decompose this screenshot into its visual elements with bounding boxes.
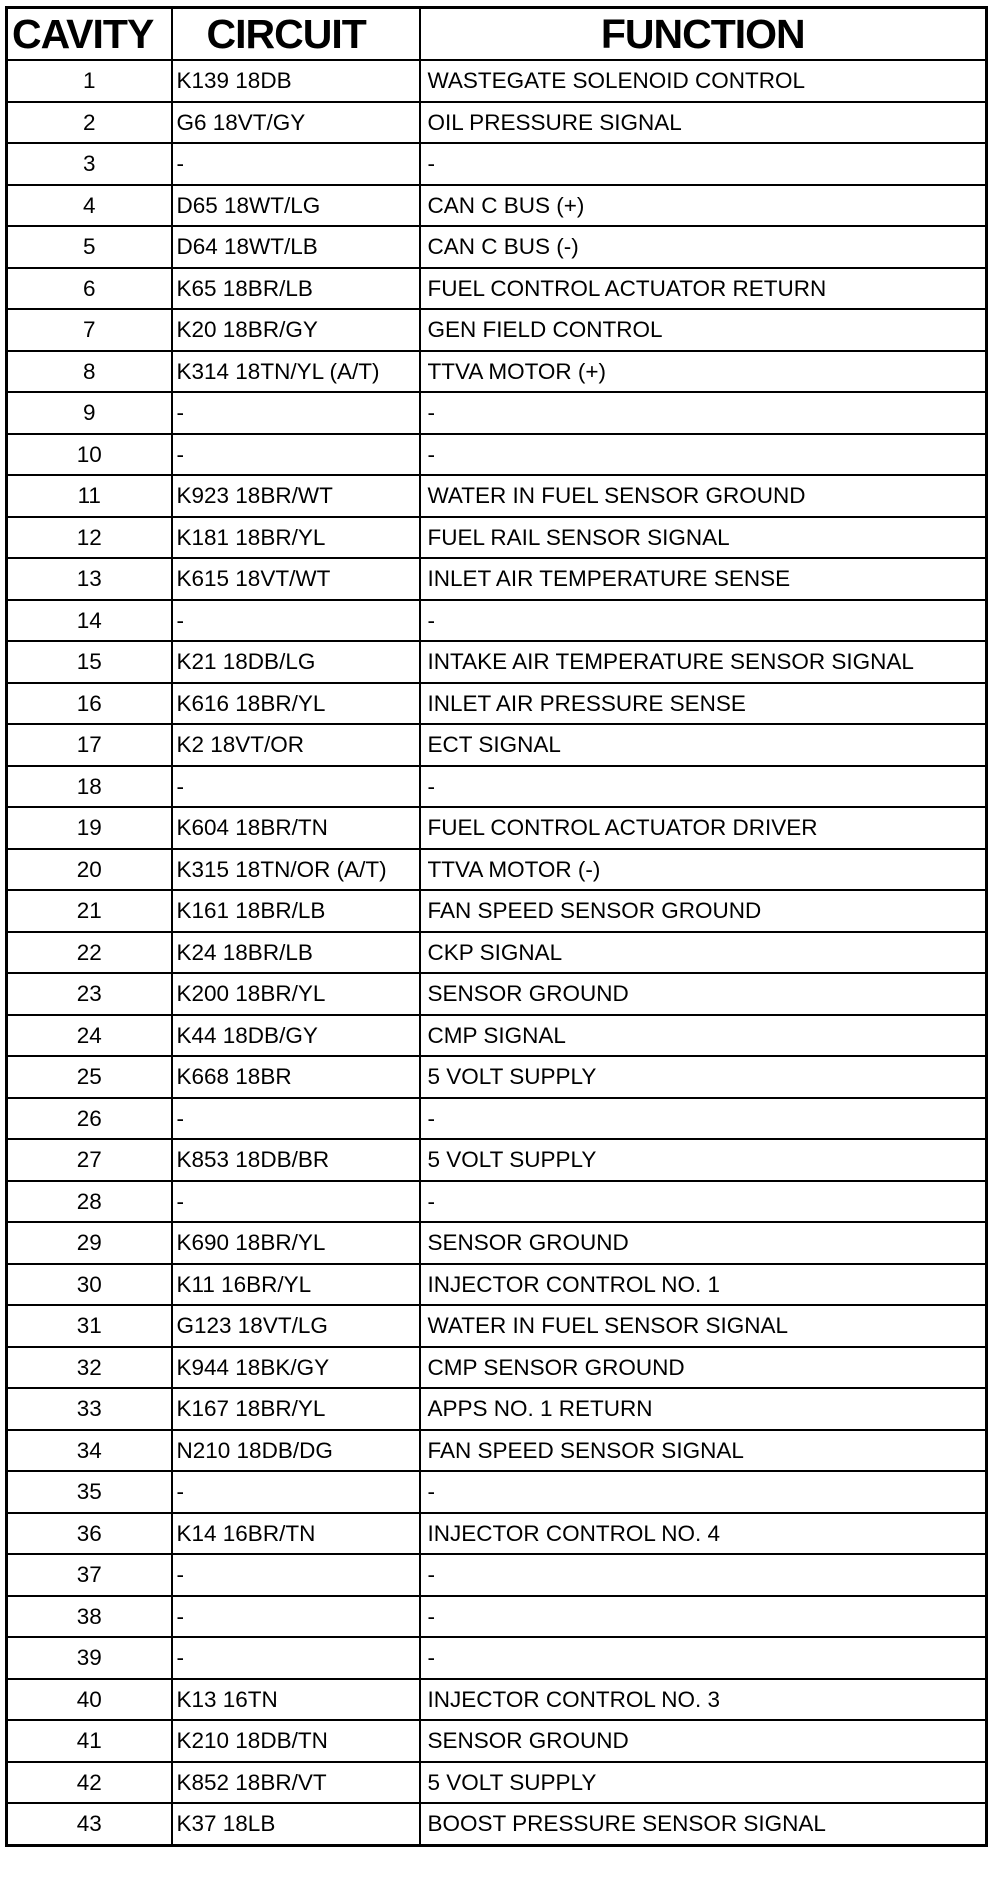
cavity-cell: 38 xyxy=(7,1596,172,1638)
circuit-cell: K200 18BR/YL xyxy=(172,973,420,1015)
function-cell: FAN SPEED SENSOR SIGNAL xyxy=(420,1430,987,1472)
cavity-cell: 31 xyxy=(7,1305,172,1347)
table-row xyxy=(7,434,987,476)
function-cell: SENSOR GROUND xyxy=(420,973,987,1015)
circuit-cell: G123 18VT/LG xyxy=(172,1305,420,1347)
table-row xyxy=(7,60,987,102)
table-row xyxy=(7,1596,987,1638)
circuit-cell: K604 18BR/TN xyxy=(172,807,420,849)
circuit-cell: - xyxy=(172,1554,420,1596)
function-cell: CAN C BUS (+) xyxy=(420,185,987,227)
table-row xyxy=(7,766,987,808)
cavity-cell: 34 xyxy=(7,1430,172,1472)
cavity-cell: 26 xyxy=(7,1098,172,1140)
table-row xyxy=(7,268,987,310)
table-row xyxy=(7,1803,987,1845)
table-row xyxy=(7,517,987,559)
cavity-cell: 43 xyxy=(7,1803,172,1845)
cavity-cell: 5 xyxy=(7,226,172,268)
function-cell: - xyxy=(420,766,987,808)
function-cell: CKP SIGNAL xyxy=(420,932,987,974)
function-cell: 5 VOLT SUPPLY xyxy=(420,1762,987,1804)
table-row xyxy=(7,641,987,683)
cavity-cell: 12 xyxy=(7,517,172,559)
cavity-cell: 40 xyxy=(7,1679,172,1721)
function-cell: INJECTOR CONTROL NO. 1 xyxy=(420,1264,987,1306)
cavity-cell: 4 xyxy=(7,185,172,227)
function-cell: INLET AIR PRESSURE SENSE xyxy=(420,683,987,725)
cavity-cell: 11 xyxy=(7,475,172,517)
table-row xyxy=(7,683,987,725)
circuit-cell: K616 18BR/YL xyxy=(172,683,420,725)
cavity-cell: 42 xyxy=(7,1762,172,1804)
function-cell: 5 VOLT SUPPLY xyxy=(420,1139,987,1181)
function-column-header: FUNCTION xyxy=(420,8,987,61)
table-body xyxy=(7,60,987,1845)
table-row xyxy=(7,724,987,766)
table-row xyxy=(7,1347,987,1389)
cavity-cell: 39 xyxy=(7,1637,172,1679)
table-row xyxy=(7,102,987,144)
function-cell: WATER IN FUEL SENSOR GROUND xyxy=(420,475,987,517)
table-row xyxy=(7,1637,987,1679)
cavity-cell: 14 xyxy=(7,600,172,642)
circuit-cell: - xyxy=(172,1471,420,1513)
cavity-cell: 9 xyxy=(7,392,172,434)
circuit-cell: N210 18DB/DG xyxy=(172,1430,420,1472)
circuit-cell: K315 18TN/OR (A/T) xyxy=(172,849,420,891)
cavity-cell: 17 xyxy=(7,724,172,766)
function-cell: INTAKE AIR TEMPERATURE SENSOR SIGNAL xyxy=(420,641,987,683)
function-cell: ECT SIGNAL xyxy=(420,724,987,766)
circuit-cell: K37 18LB xyxy=(172,1803,420,1845)
function-cell: INJECTOR CONTROL NO. 3 xyxy=(420,1679,987,1721)
function-cell: - xyxy=(420,392,987,434)
function-cell: - xyxy=(420,1596,987,1638)
table-row xyxy=(7,1139,987,1181)
table-row xyxy=(7,1554,987,1596)
function-cell: - xyxy=(420,1471,987,1513)
table-row xyxy=(7,890,987,932)
table-row xyxy=(7,1098,987,1140)
function-cell: TTVA MOTOR (+) xyxy=(420,351,987,393)
function-cell: - xyxy=(420,1181,987,1223)
circuit-cell: K24 18BR/LB xyxy=(172,932,420,974)
function-cell: - xyxy=(420,143,987,185)
function-cell: - xyxy=(420,1554,987,1596)
table-row xyxy=(7,1264,987,1306)
function-cell: - xyxy=(420,1098,987,1140)
function-cell: CAN C BUS (-) xyxy=(420,226,987,268)
cavity-cell: 30 xyxy=(7,1264,172,1306)
function-cell: CMP SIGNAL xyxy=(420,1015,987,1057)
function-cell: FAN SPEED SENSOR GROUND xyxy=(420,890,987,932)
circuit-cell: K65 18BR/LB xyxy=(172,268,420,310)
table-header xyxy=(7,8,987,61)
circuit-cell: K2 18VT/OR xyxy=(172,724,420,766)
function-cell: SENSOR GROUND xyxy=(420,1222,987,1264)
circuit-cell: - xyxy=(172,600,420,642)
circuit-column-header: CIRCUIT xyxy=(172,8,420,61)
function-cell: GEN FIELD CONTROL xyxy=(420,309,987,351)
function-cell: CMP SENSOR GROUND xyxy=(420,1347,987,1389)
function-cell: - xyxy=(420,434,987,476)
cavity-cell: 15 xyxy=(7,641,172,683)
table-row xyxy=(7,1056,987,1098)
table-row xyxy=(7,558,987,600)
table-row xyxy=(7,309,987,351)
cavity-column-header: CAVITY xyxy=(7,8,172,61)
circuit-cell: - xyxy=(172,1098,420,1140)
table-row xyxy=(7,351,987,393)
table-row xyxy=(7,1720,987,1762)
function-cell: FUEL CONTROL ACTUATOR DRIVER xyxy=(420,807,987,849)
connector-pinout-table-container xyxy=(5,6,985,1847)
table-row xyxy=(7,226,987,268)
cavity-cell: 8 xyxy=(7,351,172,393)
table-row xyxy=(7,1305,987,1347)
circuit-cell: K615 18VT/WT xyxy=(172,558,420,600)
circuit-cell: K181 18BR/YL xyxy=(172,517,420,559)
circuit-cell: K852 18BR/VT xyxy=(172,1762,420,1804)
table-row xyxy=(7,475,987,517)
circuit-cell: K11 16BR/YL xyxy=(172,1264,420,1306)
function-cell: INLET AIR TEMPERATURE SENSE xyxy=(420,558,987,600)
circuit-cell: K668 18BR xyxy=(172,1056,420,1098)
cavity-cell: 1 xyxy=(7,60,172,102)
function-cell: - xyxy=(420,1637,987,1679)
circuit-cell: K20 18BR/GY xyxy=(172,309,420,351)
function-cell: 5 VOLT SUPPLY xyxy=(420,1056,987,1098)
table-row xyxy=(7,143,987,185)
circuit-cell: - xyxy=(172,1181,420,1223)
function-cell: WATER IN FUEL SENSOR SIGNAL xyxy=(420,1305,987,1347)
cavity-cell: 23 xyxy=(7,973,172,1015)
function-cell: FUEL CONTROL ACTUATOR RETURN xyxy=(420,268,987,310)
function-cell: APPS NO. 1 RETURN xyxy=(420,1388,987,1430)
cavity-cell: 24 xyxy=(7,1015,172,1057)
table-row xyxy=(7,932,987,974)
cavity-cell: 18 xyxy=(7,766,172,808)
function-cell: SENSOR GROUND xyxy=(420,1720,987,1762)
cavity-cell: 32 xyxy=(7,1347,172,1389)
circuit-cell: K21 18DB/LG xyxy=(172,641,420,683)
circuit-cell: D64 18WT/LB xyxy=(172,226,420,268)
circuit-cell: K161 18BR/LB xyxy=(172,890,420,932)
circuit-cell: K44 18DB/GY xyxy=(172,1015,420,1057)
table-row xyxy=(7,1181,987,1223)
circuit-cell: K314 18TN/YL (A/T) xyxy=(172,351,420,393)
function-cell: TTVA MOTOR (-) xyxy=(420,849,987,891)
table-row xyxy=(7,1471,987,1513)
cavity-cell: 21 xyxy=(7,890,172,932)
function-cell: WASTEGATE SOLENOID CONTROL xyxy=(420,60,987,102)
table-row xyxy=(7,1222,987,1264)
table-row xyxy=(7,1015,987,1057)
cavity-cell: 27 xyxy=(7,1139,172,1181)
table-row xyxy=(7,973,987,1015)
cavity-cell: 22 xyxy=(7,932,172,974)
cavity-cell: 20 xyxy=(7,849,172,891)
table-row xyxy=(7,1513,987,1555)
cavity-cell: 37 xyxy=(7,1554,172,1596)
circuit-cell: D65 18WT/LG xyxy=(172,185,420,227)
cavity-cell: 2 xyxy=(7,102,172,144)
cavity-cell: 33 xyxy=(7,1388,172,1430)
circuit-cell: - xyxy=(172,1596,420,1638)
cavity-cell: 41 xyxy=(7,1720,172,1762)
circuit-cell: - xyxy=(172,143,420,185)
circuit-cell: K690 18BR/YL xyxy=(172,1222,420,1264)
table-row xyxy=(7,1388,987,1430)
circuit-cell: - xyxy=(172,1637,420,1679)
cavity-cell: 29 xyxy=(7,1222,172,1264)
circuit-cell: G6 18VT/GY xyxy=(172,102,420,144)
circuit-cell: K14 16BR/TN xyxy=(172,1513,420,1555)
cavity-cell: 13 xyxy=(7,558,172,600)
circuit-cell: K167 18BR/YL xyxy=(172,1388,420,1430)
cavity-cell: 7 xyxy=(7,309,172,351)
function-cell: FUEL RAIL SENSOR SIGNAL xyxy=(420,517,987,559)
cavity-cell: 6 xyxy=(7,268,172,310)
table-row xyxy=(7,1430,987,1472)
circuit-cell: K853 18DB/BR xyxy=(172,1139,420,1181)
table-row xyxy=(7,1762,987,1804)
circuit-cell: K13 16TN xyxy=(172,1679,420,1721)
circuit-cell: - xyxy=(172,766,420,808)
table-row xyxy=(7,1679,987,1721)
circuit-cell: K944 18BK/GY xyxy=(172,1347,420,1389)
circuit-cell: - xyxy=(172,392,420,434)
circuit-cell: K210 18DB/TN xyxy=(172,1720,420,1762)
circuit-cell: K923 18BR/WT xyxy=(172,475,420,517)
function-cell: BOOST PRESSURE SENSOR SIGNAL xyxy=(420,1803,987,1845)
cavity-cell: 25 xyxy=(7,1056,172,1098)
function-cell: INJECTOR CONTROL NO. 4 xyxy=(420,1513,987,1555)
table-row xyxy=(7,185,987,227)
circuit-cell: K139 18DB xyxy=(172,60,420,102)
cavity-cell: 35 xyxy=(7,1471,172,1513)
header-row xyxy=(7,8,987,61)
circuit-cell: - xyxy=(172,434,420,476)
cavity-cell: 10 xyxy=(7,434,172,476)
cavity-cell: 3 xyxy=(7,143,172,185)
function-cell: OIL PRESSURE SIGNAL xyxy=(420,102,987,144)
table-row xyxy=(7,849,987,891)
table-row xyxy=(7,392,987,434)
function-cell: - xyxy=(420,600,987,642)
cavity-cell: 36 xyxy=(7,1513,172,1555)
table-row xyxy=(7,600,987,642)
table-row xyxy=(7,807,987,849)
cavity-cell: 16 xyxy=(7,683,172,725)
connector-pinout-table xyxy=(5,6,988,1847)
cavity-cell: 19 xyxy=(7,807,172,849)
cavity-cell: 28 xyxy=(7,1181,172,1223)
